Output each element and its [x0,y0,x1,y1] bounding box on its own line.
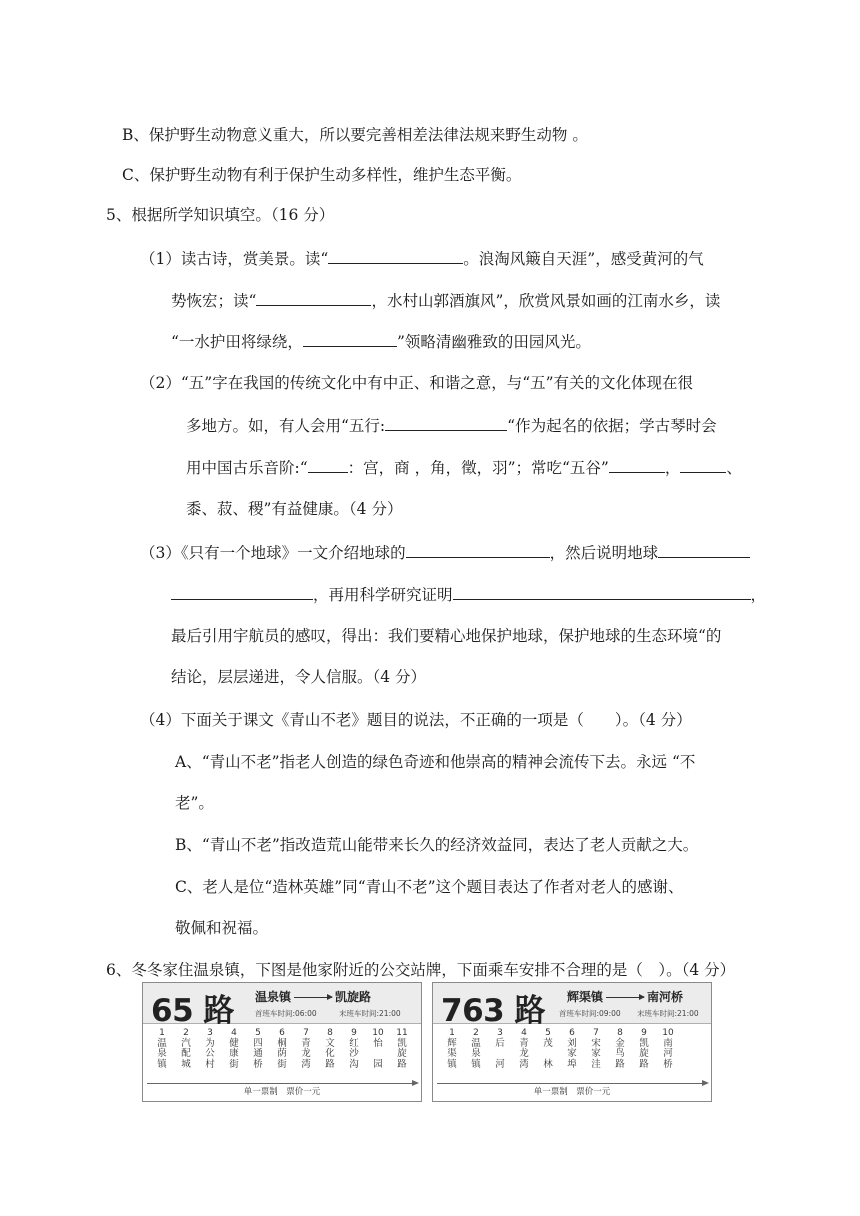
q5-4-text-e: C、老人是位“造林英雄”同“青山不老”这个题目表达了作者对老人的感谢、 [175,878,684,896]
stop-number: 9 [641,1028,647,1038]
q5-3-text-f: 结论，层层递进，令人信服。（4 分） [171,668,427,686]
question-6-title [106,959,735,981]
stop-number: 5 [545,1028,551,1038]
stop-name-char: 桐 [277,1037,287,1049]
stop-list [445,1028,703,1084]
q5-3-line-4 [171,666,426,688]
stop-name-char [371,1049,385,1060]
answer-blank[interactable] [385,414,507,431]
fare-text: 单一票制 票价一元 [533,1087,611,1097]
stop-name-char: 渠 [447,1048,457,1059]
bus-stop [493,1028,507,1070]
q5-3-line-3 [171,625,721,647]
answer-blank[interactable] [680,456,726,473]
bus-stop [203,1028,217,1070]
stop-name-char: 怡 [373,1037,383,1049]
bus-stop [371,1028,385,1070]
option-c-text: C、保护野生动物有利于保护生动多样性，维护生态平衡。 [122,166,522,184]
q5-1-text-e: “一水护田将绿绕， [171,333,303,351]
q5-1-text-a: （1）读古诗，赏美景。读“ [140,250,329,268]
stop-name-char: 凯 [639,1037,649,1049]
stop-name-char: 鸟 [615,1048,625,1059]
sign-header [433,983,711,1029]
bus-stop [589,1028,603,1070]
stop-number: 9 [351,1028,357,1038]
q5-2-text-f: ， [664,459,681,477]
route-to: 凯旋路 [335,990,372,1004]
stop-number: 1 [159,1028,165,1038]
q5-2-line-1 [140,372,693,394]
first-bus-time: 首班车时间:09:00 [559,1009,621,1018]
q5-1-line-2 [171,289,720,312]
q5-2-text-a: （2）“五”字在我国的传统文化中有中正、和谐之意，与“五”有关的文化体现在很 [140,374,694,392]
bus-stop [395,1028,409,1070]
bus-stop [517,1028,531,1070]
bus-stop [637,1028,651,1070]
q5-3-text-c: ，再用科学研究证明 [313,586,453,604]
q5-2-text-e: ：宫，商 ，角，徵，羽”；常吃“五谷” [347,459,609,477]
answer-blank[interactable] [303,330,397,347]
stop-number: 7 [593,1028,599,1038]
stop-name-char: 文 [325,1037,335,1049]
bus-stop [445,1028,459,1070]
bus-stop-sign-65 [142,982,422,1102]
q5-3-line-1 [140,541,750,564]
stop-name-char: 桥 [663,1058,673,1070]
stop-name-char: 镇 [157,1058,167,1070]
q5-2-text-h: 黍、菽、稷”有益健康。（4 分） [186,500,403,518]
stop-number: 8 [327,1028,333,1038]
sign-header [143,983,421,1029]
route-to: 南河桥 [647,990,684,1004]
stop-name-char: 洼 [591,1058,601,1070]
fare-text: 单一票制 票价一元 [243,1087,321,1097]
stop-name-char: 镇 [447,1058,457,1070]
q5-4-text-a: （4）下面关于课文《青山不老》题目的说法，不正确的一项是（ ）。（4 分） [140,711,692,729]
last-bus-time: 末班车时间:21:00 [637,1009,699,1018]
stop-name-char: 南 [663,1037,673,1049]
bus-stop [227,1028,241,1070]
stop-name-char: 宋 [591,1037,601,1049]
q5-3-text-d: ， [750,586,767,604]
q5-2-line-3 [186,456,742,479]
question-5-text: 5、根据所学知识填空。（16 分） [106,206,335,224]
stop-name-char: 泉 [157,1048,167,1059]
stop-name-char: 湾 [519,1058,529,1070]
stop-name-char: 镇 [471,1058,481,1070]
bus-stop [323,1028,337,1070]
stop-name-char: 街 [277,1058,287,1070]
q5-2-text-b: 多地方。如，有人会用“五行: [186,417,386,435]
q5-4-option-c [175,876,684,898]
stop-name-char: 青 [519,1037,529,1049]
stop-name-char: 路 [397,1058,407,1070]
stop-name-char: 为 [205,1037,215,1049]
stop-name-char: 金 [615,1037,625,1049]
stop-name-char: 凯 [397,1037,407,1049]
question-6-text: 6、冬冬家住温泉镇，下图是他家附近的公交站牌，下面乘车安排不合理的是（ ）。（4 分） [106,961,736,979]
q5-4-text-b: A、“青山不老”指老人创造的绿色奇迹和他崇高的精神会流传下去。永远 “不 [175,753,696,771]
bus-stop [299,1028,313,1070]
bus-stop [179,1028,193,1070]
q5-2-text-c: “作为起名的依据；学古琴时会 [507,417,717,435]
stop-name-char: 泉 [471,1048,481,1059]
stop-name-char: 城 [181,1058,191,1070]
bus-stop [661,1028,675,1070]
stop-number: 10 [372,1028,384,1038]
bus-stop [469,1028,483,1070]
stop-name-char: 配 [181,1048,191,1059]
stop-name-char: 湾 [301,1058,311,1070]
route-number: 763 路 [441,993,546,1029]
answer-blank[interactable] [256,289,371,306]
stop-name-char: 汽 [181,1037,191,1049]
stop-number: 5 [255,1028,261,1038]
fare-line [437,1083,707,1098]
q5-1-text-f: ”领略清幽雅致的田园风光。 [396,333,591,351]
stop-name-char: 公 [205,1048,215,1059]
bus-stop [251,1028,265,1070]
bus-stop [275,1028,289,1070]
stop-name-char: 四 [253,1037,263,1049]
stop-name-char [493,1049,507,1060]
stop-name-char: 沟 [349,1058,359,1070]
q5-4-text-c: 老”。 [175,794,214,812]
route-from: 温泉镇 [255,990,292,1004]
answer-blank[interactable] [171,583,313,600]
stop-name-char: 温 [471,1037,481,1049]
stop-number: 3 [207,1028,213,1038]
stop-name-char: 辉 [447,1037,457,1049]
stop-name-char [541,1049,555,1060]
q5-2-text-d: 用中国古乐音阶:“ [186,459,308,477]
bus-stop [565,1028,579,1070]
answer-blank[interactable] [308,456,348,473]
stop-name-char: 林 [543,1058,553,1070]
option-b-text: B、保护野生动物意义重大，所以要完善相差法律法规来野生动物 。 [122,126,588,144]
q5-2-line-4 [186,498,402,520]
stop-number: 4 [231,1028,237,1038]
answer-blank[interactable] [609,456,665,473]
q5-1-text-d: ，水村山郭酒旗风”，欣赏风景如画的江南水乡，读 [371,292,721,310]
stop-name-char: 龙 [301,1048,311,1059]
q5-1-line-1 [140,247,704,270]
q5-4-option-a-cont [175,792,214,814]
answer-blank[interactable] [406,541,550,558]
stop-number: 6 [569,1028,575,1038]
stop-name-char: 埠 [567,1058,577,1070]
stop-number: 10 [662,1028,674,1038]
stop-name-char: 旋 [397,1048,407,1059]
bus-stop-sign-763 [432,982,712,1102]
option-c-wildlife [122,164,521,186]
stop-number: 3 [497,1028,503,1038]
q5-4-line-1 [140,709,692,731]
bus-stop [347,1028,361,1070]
q5-3-line-2 [171,583,766,606]
answer-blank[interactable] [328,247,463,264]
stop-name-char: 村 [205,1058,215,1070]
stop-name-char: 路 [615,1058,625,1070]
stop-name-char: 龙 [519,1048,529,1059]
stop-number: 11 [396,1028,408,1038]
stop-number: 2 [183,1028,189,1038]
q5-4-option-c-cont [175,917,268,939]
stop-name-char: 旋 [639,1048,649,1059]
bus-stop [155,1028,169,1070]
route-from: 辉渠镇 [567,990,604,1004]
stop-name-char: 化 [325,1048,335,1059]
q5-3-text-e: 最后引用宇航员的感叹，得出：我们要精心地保护地球，保护地球的生态环境“的 [171,627,722,645]
q5-1-text-c: 势恢宏；读“ [171,292,257,310]
stop-name-char: 桥 [253,1058,263,1070]
q5-3-text-a: （3）《只有一个地球》一文介绍地球的 [140,544,406,562]
fare-line [147,1083,417,1098]
stop-name-char: 路 [639,1058,649,1070]
q5-2-text-g: 、 [726,459,742,477]
stop-number: 6 [279,1028,285,1038]
stop-name-char: 路 [325,1058,335,1070]
stop-name-char: 康 [229,1048,239,1059]
route-number: 65 路 [151,993,234,1029]
q5-2-line-2 [186,414,717,437]
q5-4-text-d: B、“青山不老”指改造荒山能带来长久的经济效益同，表达了老人贡献之大。 [175,836,699,854]
stop-name-char: 健 [229,1037,239,1049]
arrow-right-icon [294,997,332,998]
stop-name-char: 街 [229,1058,239,1070]
stop-number: 2 [473,1028,479,1038]
answer-blank[interactable] [658,541,750,558]
route-direction [567,988,683,1005]
stop-name-char: 后 [495,1037,505,1049]
stop-name-char: 红 [349,1037,359,1049]
stop-name-char: 温 [157,1037,167,1049]
stop-name-char: 刘 [567,1037,577,1049]
stop-name-char: 荫 [277,1048,287,1059]
stop-name-char: 青 [301,1037,311,1049]
route-direction [255,988,371,1005]
answer-blank[interactable] [453,583,751,600]
stop-name-char: 园 [373,1058,383,1070]
q5-4-text-f: 敬佩和祝福。 [175,919,269,937]
q5-1-line-3 [171,330,591,353]
arrow-right-icon [606,997,644,998]
stop-list [155,1028,413,1084]
stop-name-char: 沙 [349,1048,359,1059]
option-b-wildlife [122,124,588,146]
bus-stop [541,1028,555,1070]
q5-4-option-b [175,834,698,856]
stop-name-char: 通 [253,1048,263,1059]
stop-name-char: 茂 [543,1037,553,1049]
stop-name-char: 河 [663,1048,673,1059]
stop-number: 8 [617,1028,623,1038]
stop-name-char: 家 [591,1048,601,1059]
bus-stop [613,1028,627,1070]
stop-number: 1 [449,1028,455,1038]
stop-name-char: 家 [567,1048,577,1059]
first-bus-time: 首班车时间:06:00 [255,1009,317,1018]
q5-3-text-b: ，然后说明地球 [549,544,659,562]
stop-number: 4 [521,1028,527,1038]
question-5-title [106,204,334,226]
q5-1-text-b: 。浪淘风簸自天涯”，感受黄河的气 [463,250,704,268]
q5-4-option-a [175,751,695,773]
stop-name-char: 河 [495,1058,505,1070]
stop-number: 7 [303,1028,309,1038]
last-bus-time: 末班车时间:21:00 [339,1009,401,1018]
